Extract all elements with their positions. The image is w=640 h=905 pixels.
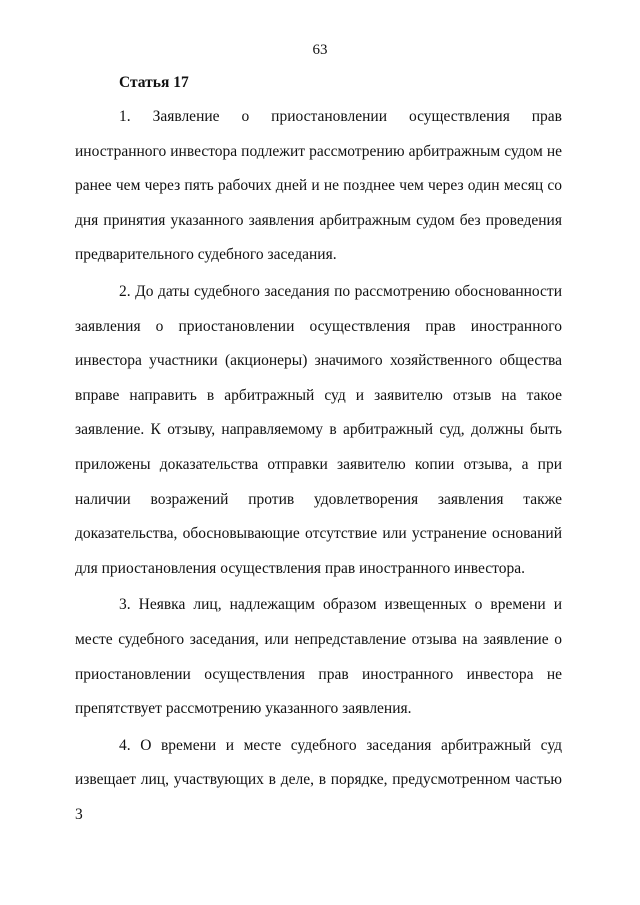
document-body <box>75 66 562 832</box>
article-heading: Статья 17 <box>119 74 189 91</box>
article-paragraph-3: 3. Неявка лиц, надлежащим образом извещенных о времени и месте судебного заседания, или непредставление отзыва на заявление о приостановлении осуществления прав иностранного инвестора не препятствует рассмотрению указанного заявления. <box>75 596 562 718</box>
article-paragraph-1: 1. Заявление о приостановлении осуществления прав иностранного инвестора подлежит рассмотрению арбитражным судом не ранее чем через пять рабочих дней и не позднее чем через один месяц со дня принятия указанного заявления арбитражным судом без проведения предварительного судебного заседания. <box>75 108 562 264</box>
page-number: 63 <box>312 42 328 58</box>
article-paragraph-4: 4. О времени и месте судебного заседания арбитражный суд извещает лиц, участвующих в деле, в порядке, предусмотренном частью 3 <box>75 736 562 823</box>
article-paragraph-2: 2. До даты судебного заседания по рассмотрению обоснованности заявления о приостановлении осуществления прав иностранного инвестора участники (акционеры) значимого хозяйственного общества вправе направить в арбитражный суд и заявителю отзыв на такое заявление. К отзыву, направляемому в арбитражный суд, должны быть приложены доказательства отправки заявителю копии отзыва, а при наличии возражений против удовлетворения заявления также доказательства, обосновывающие отсутствие или устранение оснований для приостановления осуществления прав иностранного инвестора. <box>75 282 562 577</box>
